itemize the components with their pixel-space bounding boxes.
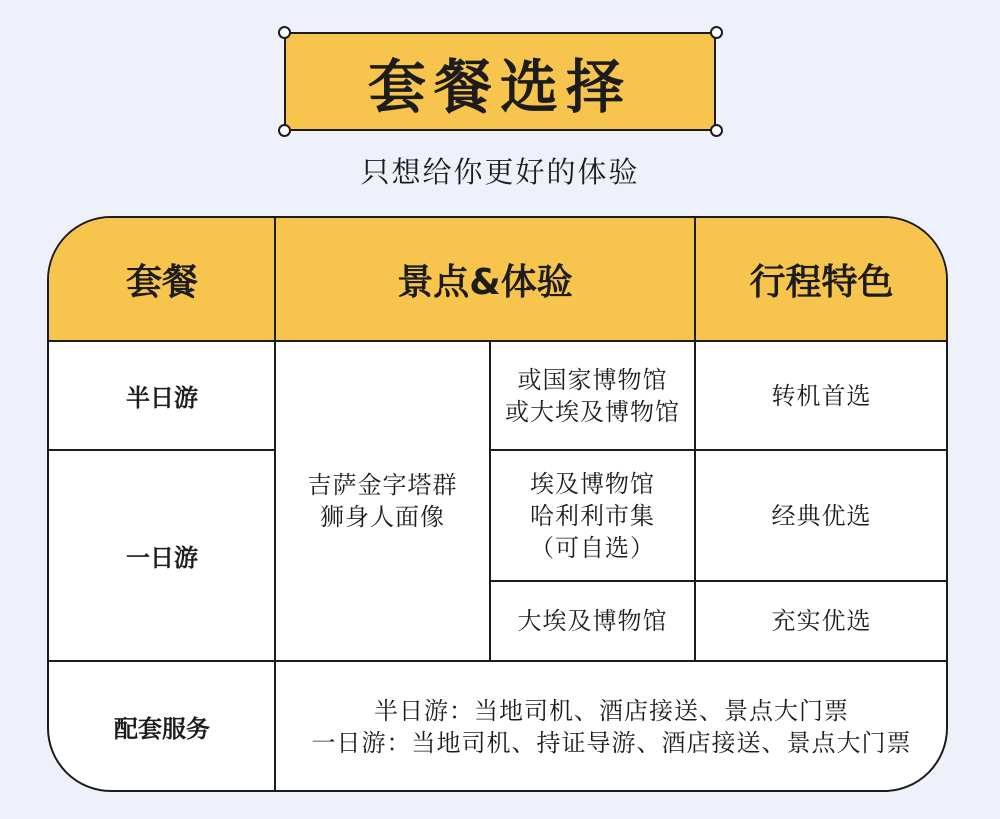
attraction-pyramids: 吉萨金字塔群 — [307, 471, 458, 499]
header-features: 行程特色 — [695, 218, 948, 341]
full-day-option-2-cell: 大埃及博物馆 — [517, 607, 668, 635]
common-attractions-cell — [275, 341, 490, 661]
full-day-option-1-line-3: （可自选） — [530, 533, 655, 562]
grid-line-header — [49, 340, 948, 342]
half-day-option-line-2: 或大埃及博物馆 — [505, 397, 680, 426]
header-package: 套餐 — [49, 218, 275, 341]
services-cell — [275, 661, 948, 792]
title-banner — [284, 32, 716, 131]
services-full-day: 一日游：当地司机、持证导游、酒店接送、景点大门票 — [311, 728, 912, 757]
full-day-option-1-line-2: 哈利利市集 — [530, 501, 655, 530]
grid-line-col-3 — [694, 218, 696, 661]
attraction-sphinx: 狮身人面像 — [320, 503, 445, 531]
full-day-option-1-line-1: 埃及博物馆 — [530, 469, 655, 498]
feature-full-day-2: 充实优选 — [771, 607, 872, 635]
full-day-option-1-cell — [490, 450, 695, 581]
half-day-option-line-1: 或国家博物馆 — [517, 365, 668, 394]
corner-handle-bottom-left — [278, 124, 291, 137]
grid-line-col-2 — [489, 341, 491, 661]
feature-full-day-1: 经典优选 — [771, 501, 872, 530]
grid-line-full-day-split — [490, 580, 948, 582]
header-attractions: 景点&体验 — [275, 218, 695, 341]
row-label-services: 配套服务 — [114, 715, 210, 743]
grid-line-half-day — [49, 449, 275, 451]
row-label-half-day: 半日游 — [126, 384, 198, 412]
grid-line-services — [49, 660, 948, 662]
page-subtitle: 只想给你更好的体验 — [360, 155, 640, 189]
corner-handle-bottom-right — [710, 124, 723, 137]
corner-handle-top-right — [710, 26, 723, 39]
corner-handle-top-left — [278, 26, 291, 39]
services-half-day: 半日游：当地司机、酒店接送、景点大门票 — [374, 696, 849, 725]
row-label-full-day: 一日游 — [126, 544, 198, 572]
grid-line-half-day-right — [490, 449, 948, 451]
half-day-option-cell — [490, 341, 695, 450]
page-title: 套餐选择 — [367, 52, 632, 121]
feature-half-day: 转机首选 — [771, 381, 872, 410]
grid-line-col-1 — [274, 218, 276, 792]
package-table — [47, 216, 948, 792]
